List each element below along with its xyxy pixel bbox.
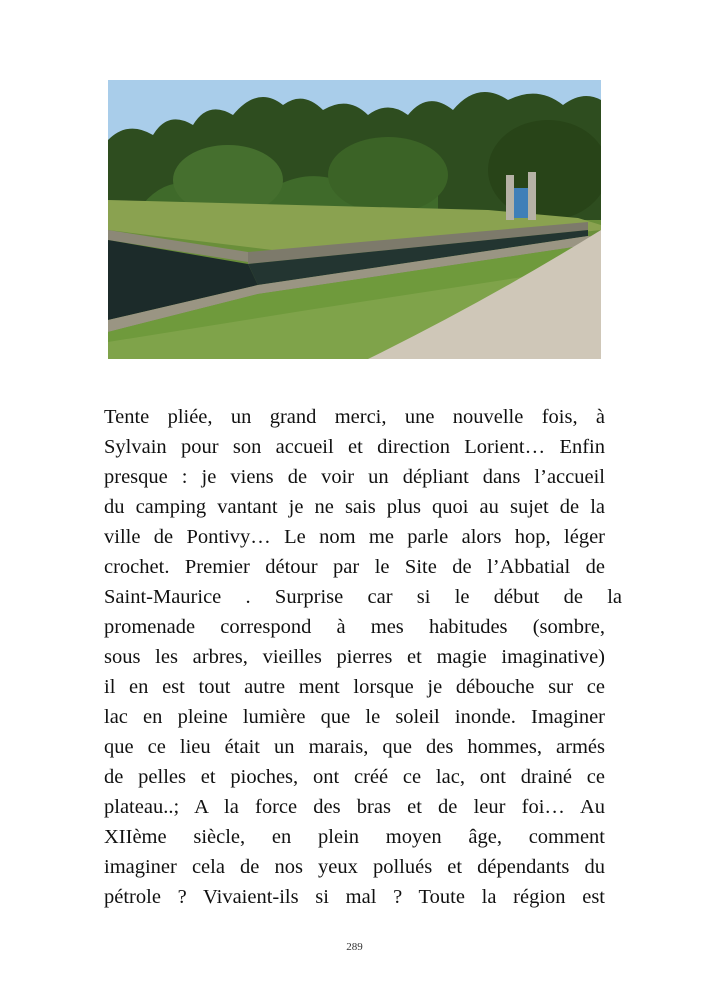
body-text (104, 402, 622, 912)
text-line: presque : je viens de voir un dépliant dans l’accueil (104, 466, 605, 488)
text-line: de pelles et pioches, ont créé ce lac, ont drainé ce (104, 766, 605, 788)
text-line: lac en pleine lumière que le soleil inonde. Imaginer (104, 706, 605, 728)
text-line: promenade correspond à mes habitudes (sombre, (104, 616, 605, 638)
text-line: plateau..; A la force des bras et de leur foi… Au (104, 796, 605, 818)
page-number: 289 (346, 941, 363, 953)
text-line: du camping vantant je ne sais plus quoi au sujet de la (104, 496, 605, 518)
text-line: sous les arbres, vieilles pierres et magie imaginative) (104, 646, 605, 668)
text-line: XIIème siècle, en plein moyen âge, comment (104, 826, 605, 848)
text-line: que ce lieu était un marais, que des hommes, armés (104, 736, 605, 758)
text-line: pétrole ? Vivaient-ils si mal ? Toute la région est (104, 886, 605, 908)
text-line: Sylvain pour son accueil et direction Lorient… Enfin (104, 436, 605, 458)
text-line: ville de Pontivy… Le nom me parle alors hop, léger (104, 526, 605, 548)
text-line: crochet. Premier détour par le Site de l’Abbatial de (104, 556, 605, 578)
abbey-pond-photo (108, 80, 601, 359)
text-line: Tente pliée, un grand merci, une nouvelle fois, à (104, 406, 605, 428)
text-line: Saint-Maurice . Surprise car si le début de la (104, 586, 622, 608)
text-line: imaginer cela de nos yeux pollués et dépendants du (104, 856, 605, 878)
text-line: il en est tout autre ment lorsque je débouche sur ce (104, 676, 605, 698)
